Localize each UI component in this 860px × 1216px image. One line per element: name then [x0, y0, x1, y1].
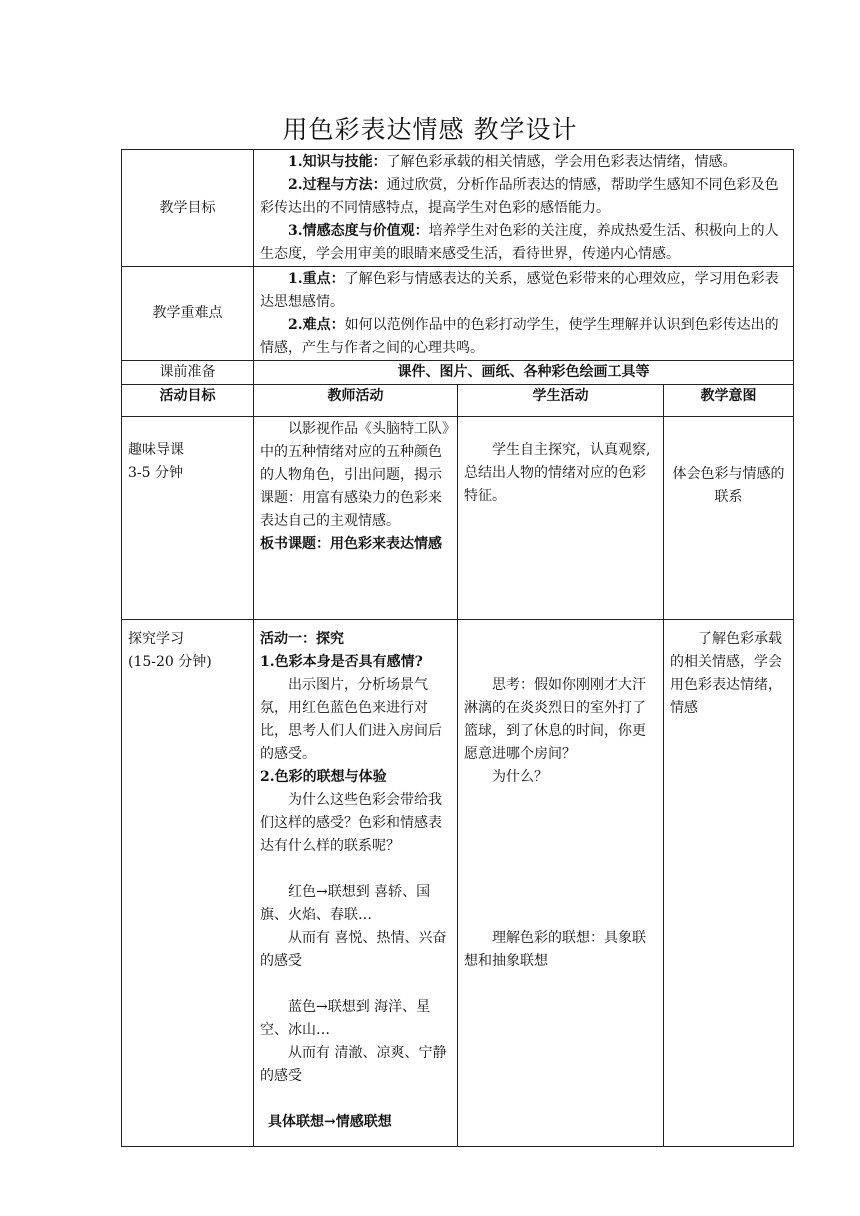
explore-student: 思考：假如你刚刚才大汗淋漓的在炎炎烈日的室外打了篮球，到了休息的时间，你更愿意进哪个房间？ 为什么？ 理解色彩的联想：具象联想和抽象联想	[458, 620, 664, 1147]
document-title: 用色彩表达情感 教学设计	[282, 115, 578, 144]
objective-item: 1.知识与技能：了解色彩承载的相关情感，学会用色彩表达情绪，情感。	[288, 154, 737, 170]
header-intent: 教学意图	[664, 385, 794, 417]
intro-teacher: 以影视作品《头脑特工队》中的五种情绪对应的五种颜色的人物角色，引出问题，揭示课题：用富有感染力的色彩来表达自己的主观情感。 板书课题：用色彩来表达情感	[254, 417, 458, 620]
header-teacher: 教师活动	[254, 385, 458, 417]
intro-goal: 趣味导课 3-5 分钟	[122, 417, 254, 620]
keypoints-label: 教学重难点	[122, 267, 254, 361]
activity-row-explore	[122, 620, 794, 1147]
prep-row	[122, 361, 794, 385]
explore-goal: 探究学习 (15-20 分钟)	[122, 620, 254, 1147]
objectives-label: 教学目标	[122, 150, 254, 267]
header-row	[122, 385, 794, 417]
keypoints-row	[122, 267, 794, 361]
keypoint-item: 2.难点：如何以范例作品中的色彩打动学生，使学生理解并认识到色彩传达出的情感，产生与作者之间的心理共鸣。	[260, 317, 779, 356]
keypoints-content	[254, 267, 794, 361]
prep-value: 课件、图片、画纸、各种彩色绘画工具等	[254, 361, 794, 385]
prep-label: 课前准备	[122, 361, 254, 385]
objectives-row	[122, 150, 794, 267]
explore-teacher: 活动一：探究 1.色彩本身是否具有感情? 出示图片，分析场景气氛，用红色蓝色色来进行对比，思考人们人们进入房间后的感受。 2.色彩的联想与体验 为什么这些色彩会带给我们这样的感受？色彩和情感表达有什么样的联系呢？ 红色→联想到 喜轿、国旗、火焰、春联… 从而有 喜悦、热情、兴奋的感受 蓝色→联想到 海洋、星空、冰山… 从而有 清澈、凉爽、宁静的感受 具体联想→情感联想	[254, 620, 458, 1147]
intro-intent: 体会色彩与情感的联系	[664, 417, 794, 620]
header-student: 学生活动	[458, 385, 664, 417]
lesson-plan-table	[121, 149, 794, 1147]
intro-student: 学生自主探究，认真观察,总结出人物的情绪对应的色彩特征。	[458, 417, 664, 620]
explore-intent: 了解色彩承载的相关情感，学会用色彩表达情绪，情感	[664, 620, 794, 1147]
keypoint-item: 1.重点：了解色彩与情感表达的关系，感觉色彩带来的心理效应，学习用色彩表达思想感情。	[260, 271, 779, 310]
activity-row-intro	[122, 417, 794, 620]
objective-item: 2.过程与方法：通过欣赏，分析作品所表达的情感，帮助学生感知不同色彩及色彩传达出的不同情感特点，提高学生对色彩的感悟能力。	[260, 177, 779, 216]
objectives-content	[254, 150, 794, 267]
objective-item: 3.情感态度与价值观：培养学生对色彩的关注度，养成热爱生活、积极向上的人生态度，学会用审美的眼睛来感受生活，看待世界，传递内心情感。	[260, 223, 779, 262]
header-goal: 活动目标	[122, 385, 254, 417]
